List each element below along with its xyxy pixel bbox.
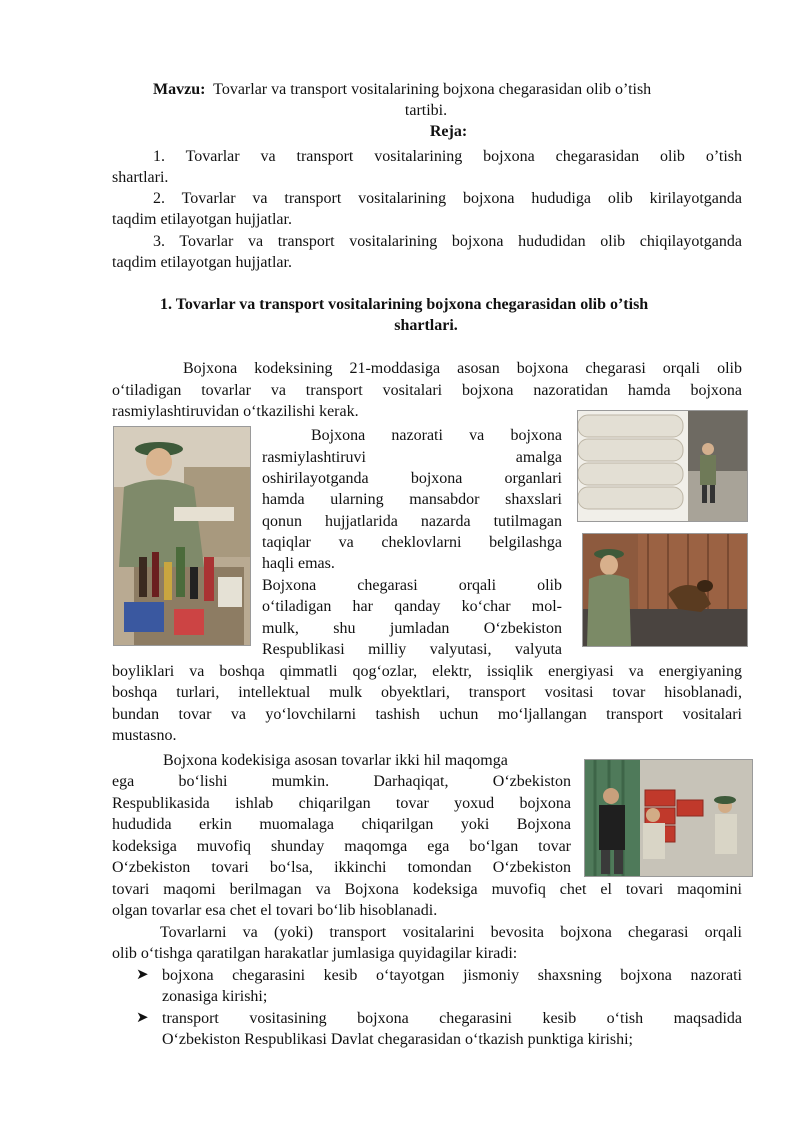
para2-line-2a: rasmiylashtiruvi (262, 449, 366, 466)
bullet-2-line-2: O‘zbekiston Respublikasi Davlat chegarasidan o‘tkazish punktiga kirishi; (162, 1031, 633, 1048)
officer-with-dog-photo (582, 533, 748, 647)
para4-line-4: hududida erkin muomalaga chiqarilgan yoki Bojxona (112, 816, 571, 833)
plan-item-2: 2. Tovarlar va transport vositalarining bojxona hududiga olib kirilayotganda (153, 190, 742, 207)
para4-line-7: tovari maqomi berilmagan va Bojxona kodeksiga muvofiq chet el tovari maqomini (112, 881, 742, 898)
para2-line-1: Bojxona nazorati va bojxona (311, 427, 562, 444)
para3-line-4: Respublikasi milliy valyutasi, valyuta (262, 641, 562, 658)
para5-line-2: olib o‘tishga qaratilgan harakatlar jumlasiga quyidagilar kiradi: (112, 945, 518, 962)
para3-line-2: o‘tiladigan har qanday ko‘char mol- (262, 598, 562, 615)
officer-inspecting-goods-photo (113, 426, 251, 646)
para1-line-3: rasmiylashtiruvidan o‘tkazilishi kerak. (112, 403, 359, 420)
topic-label: Mavzu: (153, 81, 206, 98)
para2-line-2b: amalga (515, 449, 562, 466)
para4-line-6: O‘zbekiston tovari bo‘lsa, ikkinchi tomondan O‘zbekiston (112, 859, 571, 876)
bullet-1-line-2: zonasiga kirishi; (162, 988, 268, 1005)
plan-item-1: 1. Tovarlar va transport vositalarining bojxona chegarasidan olib o’tish (153, 148, 742, 165)
para3-line-8: mustasno. (112, 727, 177, 744)
topic-line-1 (153, 79, 651, 100)
para4-line-1: Bojxona kodekisiga asosan tovarlar ikki hil maqomga (163, 752, 508, 769)
para1-line-1: Bojxona kodeksining 21-moddasiga asosan bojxona chegarasi orqali olib (183, 360, 742, 377)
arrow-bullet-icon: ➤ (136, 967, 149, 983)
para1-line-2: o‘tiladigan tovarlar va transport vositalari bojxona nazoratidan hamda bojxona (112, 382, 742, 399)
para3-line-1: Bojxona chegarasi orqali olib (262, 577, 562, 594)
para4-line-2: ega bo‘lishi mumkin. Darhaqiqat, O‘zbekiston (112, 773, 571, 790)
plan-item-3: 3. Tovarlar va transport vositalarining bojxona hududidan olib chiqilayotganda (153, 233, 742, 250)
para3-line-3: mulk, shu jumladan O‘zbekiston (262, 620, 562, 637)
plan-item-3-cont: taqdim etilayotgan hujjatlar. (112, 254, 292, 271)
para2-line-6: taqiqlar va cheklovlarni belgilashga (262, 534, 562, 551)
section-heading-line-1: 1. Tovarlar va transport vositalarining bojxona chegarasidan olib o’tish (160, 296, 649, 313)
para2-line-7: haqli emas. (262, 555, 335, 572)
officers-at-container-photo (584, 759, 753, 877)
para5-line-1: Tovarlarni va (yoki) transport vositalarini bevosita bojxona chegarasi orqali (160, 924, 742, 941)
para2-line-3: oshirilayotganda bojxona organlari (262, 470, 562, 487)
section-heading-line-2: shartlari. (394, 317, 458, 334)
bullet-1-line-1: bojxona chegarasini kesib o‘tayotgan jismoniy shaxsning bojxona nazorati (162, 967, 742, 984)
para3-line-5: boyliklari va boshqa qimmatli qog‘ozlar, elektr, issiqlik energiyasi va energiyaning (112, 663, 742, 680)
para2-line-4: hamda ularning mansabdor shaxslari (262, 491, 562, 508)
topic-text: Tovarlar va transport vositalarining bojxona chegarasidan olib o’tish (213, 81, 652, 98)
para4-line-3: Respublikasida ishlab chiqarilgan tovar yoxud bojxona (112, 795, 571, 812)
para3-line-7: bundan tovar va yo‘lovchilarni tashish uchun mo‘ljallangan transport vositalari (112, 706, 742, 723)
plan-item-2-cont: taqdim etilayotgan hujjatlar. (112, 211, 292, 228)
plan-item-1-cont: shartlari. (112, 169, 169, 186)
bullet-2-line-1: transport vositasining bojxona chegarasini kesib o‘tish maqsadida (162, 1010, 742, 1027)
para2-line-5: qonun hujjatlarida nazarda tutilmagan (262, 513, 562, 530)
para3-line-6: boshqa turlari, intellektual mulk obyektlari, transport vositasi tovar hisoblanadi, (112, 684, 742, 701)
para4-line-8: olgan tovarlar esa chet el tovari bo‘lib hisoblanadi. (112, 902, 438, 919)
plan-heading: Reja: (429, 123, 468, 140)
topic-line-2: tartibi. (404, 102, 448, 119)
warehouse-bales-photo (577, 410, 748, 522)
arrow-bullet-icon: ➤ (136, 1010, 149, 1026)
para4-line-5: kodeksiga muvofiq shunday maqomga ega bo‘lgan tovar (112, 838, 571, 855)
